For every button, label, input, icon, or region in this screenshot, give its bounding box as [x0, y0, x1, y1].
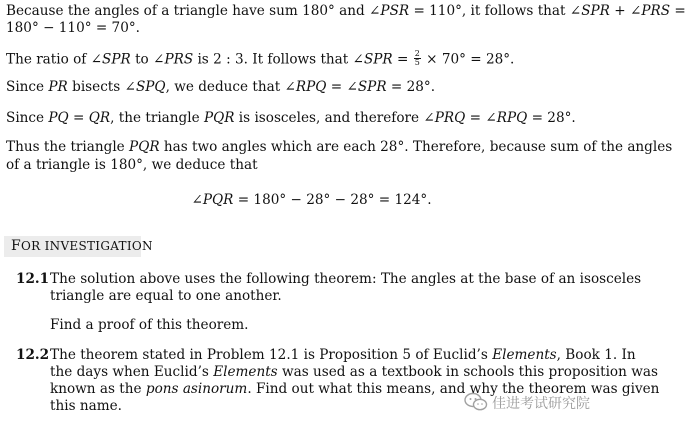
problem-number: 12.2: [16, 347, 50, 363]
watermark: [464, 392, 620, 416]
paragraph-line: of a triangle is 180°, we deduce that: [6, 157, 258, 173]
problem-text-line: this name.: [50, 398, 122, 414]
problem-text-line: Find a proof of this theorem.: [50, 317, 249, 333]
problem-text-line: The theorem stated in Problem 12.1 is Proposition 5 of Euclid’s Elements, Book 1. In: [50, 347, 636, 363]
fraction-denominator: 5: [414, 58, 420, 67]
section-title-rest: OR INVESTIGATION: [21, 239, 153, 253]
paragraph-line: 180° − 110° = 70°.: [6, 20, 140, 36]
problem-text-line: The solution above uses the following theorem: The angles at the base of an isosceles: [50, 271, 642, 287]
wechat-icon: [464, 392, 488, 417]
watermark-text: 佳进考试研究院: [492, 395, 590, 412]
ratio-text-end: × 70° = 28°.: [421, 51, 515, 68]
paragraph-line: Since PR bisects ∠SPQ, we deduce that ∠RPQ = ∠SPR = 28°.: [6, 79, 436, 95]
ratio-line: [6, 50, 514, 68]
display-equation: ∠PQR = 180° − 28° − 28° = 124°.: [191, 192, 432, 208]
paragraph-line: Since PQ = QR, the triangle PQR is isosceles, and therefore ∠PRQ = ∠RPQ = 28°.: [6, 110, 576, 126]
ratio-text-start: The ratio of ∠SPR to ∠PRS is 2 : 3. It follows that ∠SPR =: [6, 51, 413, 68]
fraction-numerator: 2: [414, 49, 420, 58]
section-header: [4, 236, 153, 257]
problem-text-line: known as the pons asinorum. Find out what this means, and why the theorem was given: [50, 381, 660, 397]
problem-text-line: triangle are equal to one another.: [50, 288, 282, 304]
problem-number: 12.1: [16, 271, 50, 287]
fraction: [414, 50, 421, 67]
paragraph-line: Because the angles of a triangle have sum 180° and ∠PSR = 110°, it follows that ∠SPR + ∠PRS =: [6, 3, 686, 19]
paragraph-line: Thus the triangle PQR has two angles which are each 28°. Therefore, because sum of the angles: [6, 139, 673, 155]
problem-text-line: the days when Euclid’s Elements was used as a textbook in schools this proposition was: [50, 364, 658, 380]
section-title-initial: F: [11, 238, 22, 254]
